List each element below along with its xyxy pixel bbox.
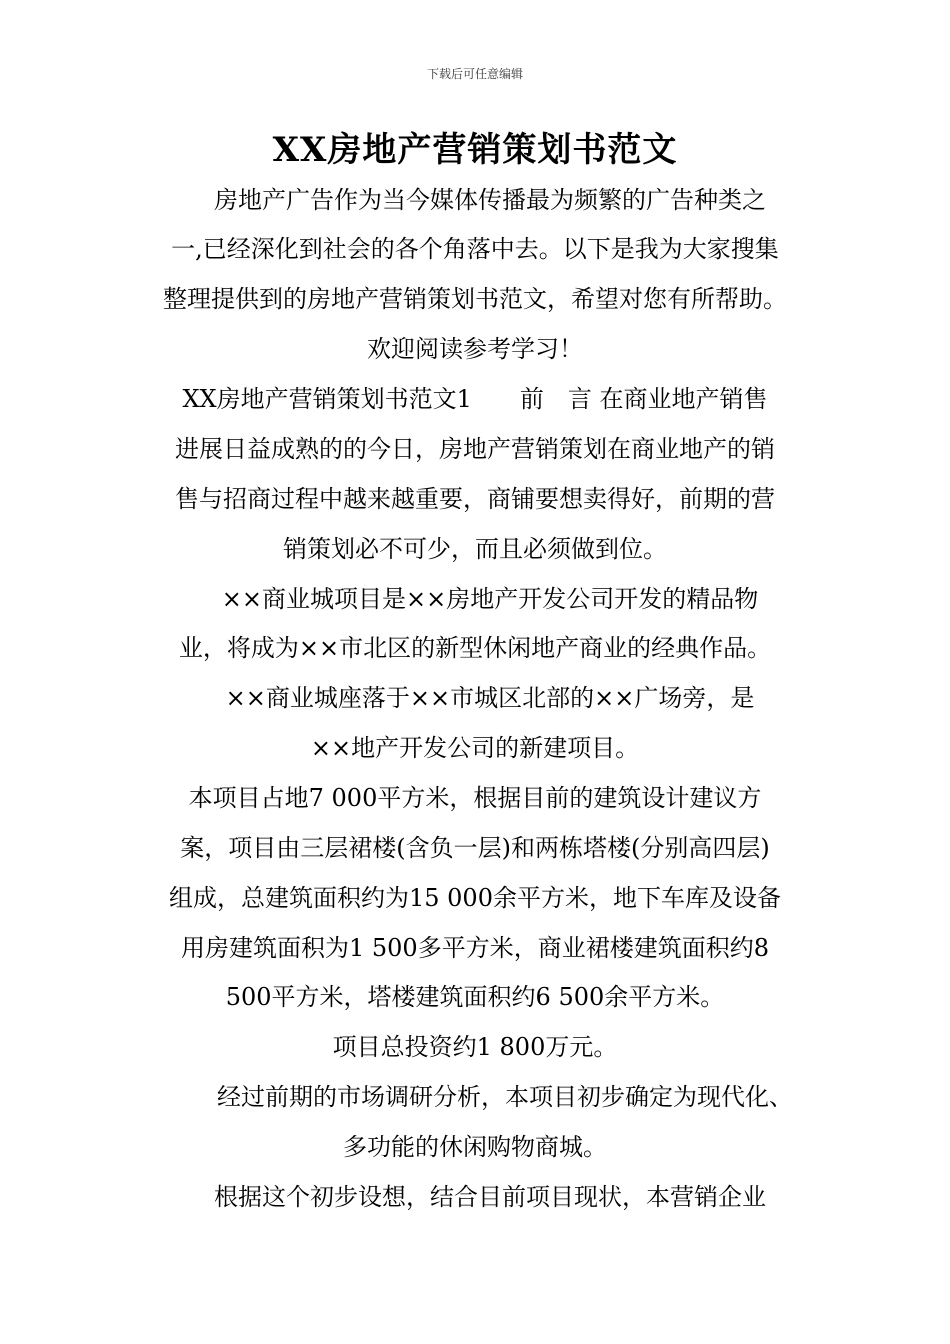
paragraph-line: 用房建筑面积为1 500多平方米，商业裙楼建筑面积约8 [181,934,769,962]
paragraph-line: 售与招商过程中越来越重要，商铺要想卖得好，前期的营 [175,485,775,513]
paragraph-line: 项目总投资约1 800万元。 [332,1033,618,1061]
paragraph-line: 一,已经深化到社会的各个角落中去。以下是我为大家搜集 [171,235,779,263]
paragraph-line: ××商业城项目是××房地产开发公司开发的精品物 [221,585,759,613]
paragraph-line: ××地产开发公司的新建项目。 [310,734,640,762]
paragraph-line: 欢迎阅读参考学习！ [367,335,583,363]
paragraph-line: 本项目占地7 000平方米，根据目前的建筑设计建议方 [188,784,762,812]
paragraph-line: XX房地产营销策划书范文1 前 言 在商业地产销售 [182,385,768,413]
paragraph-line: 经过前期的市场调研分析，本项目初步确定为现代化、 [217,1083,793,1111]
paragraph-line: ××商业城座落于××市城区北部的××广场旁，是 [225,684,755,712]
paragraph-line: 组成，总建筑面积约为15 000余平方米，地下车库及设备 [169,884,781,912]
paragraph-line: 销策划必不可少，而且必须做到位。 [283,535,667,563]
paragraph-line: 500平方米，塔楼建筑面积约6 500余平方米。 [225,983,725,1011]
document-title: XX房地产营销策划书范文 [272,130,678,170]
header-note: 下载后可任意编辑 [426,67,523,81]
paragraph-line: 进展日益成熟的的今日，房地产营销策划在商业地产的销 [175,435,775,463]
paragraph-line: 案，项目由三层裙楼(含负一层)和两栋塔楼(分别高四层) [180,834,770,862]
paragraph-line: 多功能的休闲购物商城。 [343,1133,607,1161]
paragraph-line: 业，将成为××市北区的新型休闲地产商业的经典作品。 [178,634,772,662]
paragraph-line: 整理提供到的房地产营销策划书范文，希望对您有所帮助。 [163,285,787,313]
paragraph-line: 根据这个初步设想，结合目前项目现状，本营销企业 [214,1183,766,1211]
paragraph-line: 房地产广告作为当今媒体传播最为频繁的广告种类之 [214,186,766,214]
